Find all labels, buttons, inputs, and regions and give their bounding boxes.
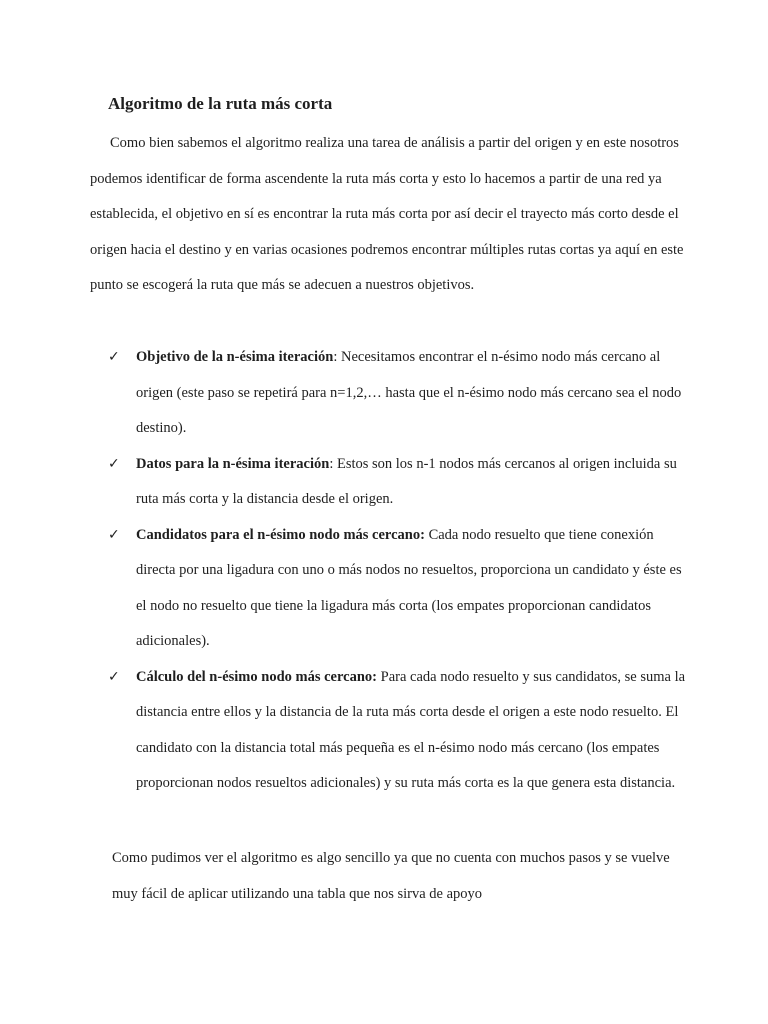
list-item — [108, 518, 686, 660]
bullet-list — [108, 340, 686, 802]
bullet-text: Cada nodo resuelto que tiene conexión directa por una ligadura con uno o más nodos no resueltos, proporciona un candidato y éste es el nodo no resuelto que tiene la ligadura más corta (los empates proporcionan candidatos adicionales). — [136, 526, 682, 649]
bullet-text: : Estos son los n-1 nodos más cercanos al origen incluida su ruta más corta y la distancia desde el origen. — [136, 455, 677, 507]
checkmark-icon: ✓ — [108, 668, 120, 685]
bullet-heading: Cálculo del n-ésimo nodo más cercano: — [136, 668, 377, 685]
checkmark-icon: ✓ — [108, 526, 120, 543]
bullet-heading: Objetivo de la n-ésima iteración — [136, 349, 334, 365]
bullet-heading: Candidatos para el n-ésimo nodo más cercano: — [136, 526, 425, 543]
bullet-heading: Datos para la n-ésima iteración — [136, 455, 330, 472]
bullet-text: : Necesitamos encontrar el n-ésimo nodo más cercano al origen (este paso se repetirá para n=1,2,… hasta que el n-ésimo nodo más cercano sea el nodo destino). — [136, 349, 682, 436]
list-item — [108, 447, 686, 518]
checkmark-icon: ✓ — [108, 349, 120, 365]
list-item — [108, 340, 686, 447]
list-item — [108, 660, 686, 802]
checkmark-icon: ✓ — [108, 455, 120, 472]
closing-paragraph: Como pudimos ver el algoritmo es algo sencillo ya que no cuenta con muchos pasos y se vuelve muy fácil de aplicar utilizando una tabla que nos sirva de apoyo — [112, 850, 670, 902]
bullet-text: Para cada nodo resuelto y sus candidatos, se suma la distancia entre ellos y la distancia de la ruta más corta desde el origen a este nodo resuelto. El candidato con la distancia total más pequeña es el n-ésimo nodo más cercano (los empates proporcionan nodos resueltos adicionales) y su ruta más corta es la que genera esta distancia. — [136, 668, 686, 791]
page-title: Algoritmo de la ruta más corta — [108, 94, 333, 113]
intro-paragraph: Como bien sabemos el algoritmo realiza una tarea de análisis a partir del origen y en este nosotros podemos identificar de forma ascendente la ruta más corta y esto lo hacemos a partir de una red ya establecida, el objetivo en sí es encontrar la ruta más corta por así decir el trayecto más corto desde el origen hacia el destino y en varias ocasiones podremos encontrar múltiples rutas cortas ya aquí en este punto se escogerá la ruta que más se adecuen a nuestros objetivos. — [90, 135, 684, 293]
